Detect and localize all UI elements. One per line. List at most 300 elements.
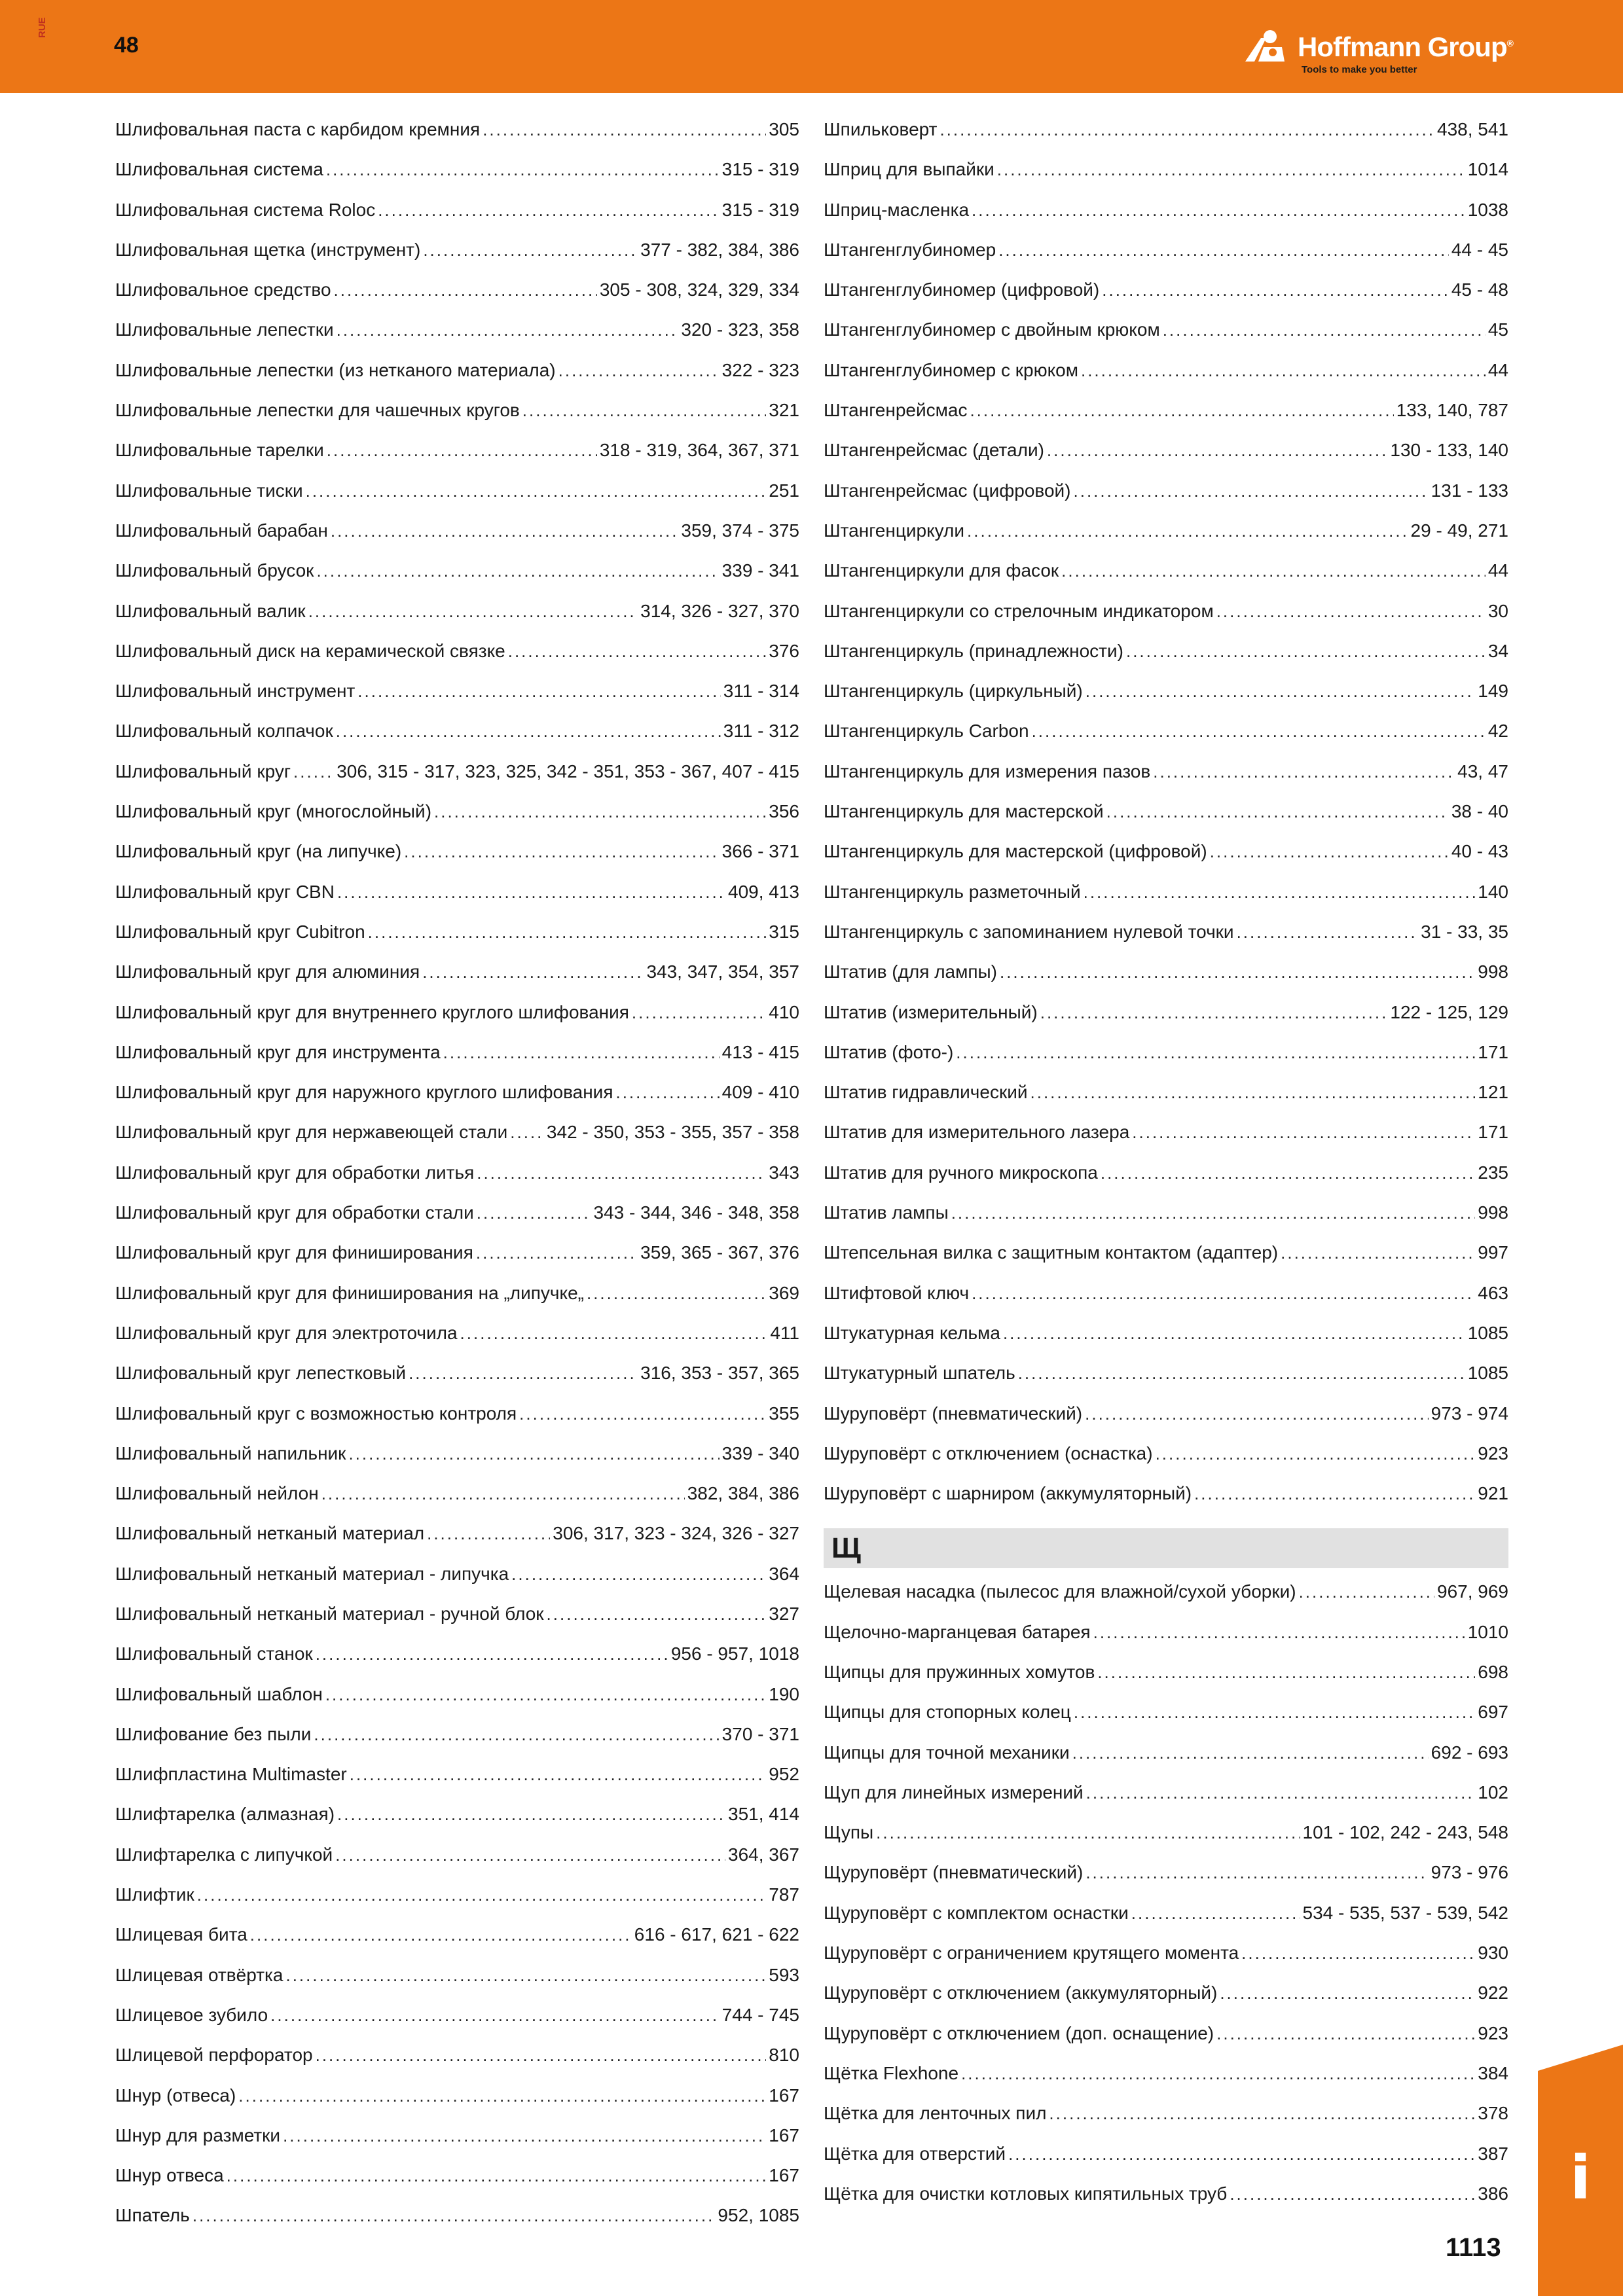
index-entry[interactable]: [824, 518, 1508, 558]
dot-leader: [227, 2162, 767, 2189]
entry-pages: 923: [1478, 1443, 1508, 1463]
entry-name: Щуруповёрт с комплектом оснастки: [824, 1902, 1129, 1923]
dot-leader: [1194, 1480, 1475, 1507]
index-entry[interactable]: [115, 598, 799, 638]
dot-leader: [1102, 277, 1449, 303]
entry-name: Шлифовальный нетканый материал - липучка: [115, 1563, 509, 1584]
entry-name: Штатив для ручного микроскопа: [824, 1162, 1098, 1183]
index-entry[interactable]: [824, 598, 1508, 638]
dot-leader: [283, 2123, 766, 2149]
entry-pages: 593: [769, 1964, 799, 1985]
entry-name: Шлифовальный брусок: [115, 560, 314, 581]
index-entry[interactable]: [824, 1320, 1508, 1360]
entry-pages: 1014: [1467, 159, 1508, 180]
entry-pages: 190: [769, 1683, 799, 1704]
dot-leader: [334, 277, 597, 303]
index-entry[interactable]: [115, 1842, 799, 1882]
dot-leader: [350, 1761, 767, 1787]
entry-name: Шлифовальный круг Cubitron: [115, 921, 365, 942]
entry-name: Шлифовальный нейлон: [115, 1483, 319, 1504]
index-entry[interactable]: [824, 1401, 1508, 1441]
entry-pages: 378: [1478, 2103, 1508, 2124]
index-entry[interactable]: [115, 1721, 799, 1761]
index-entry[interactable]: [115, 1601, 799, 1641]
index-entry[interactable]: [824, 838, 1508, 878]
dot-leader: [1241, 1940, 1475, 1966]
entry-name: Штатив (фото-): [824, 1041, 954, 1062]
side-tab-corner: [1538, 2045, 1623, 2071]
entry-pages: 327: [769, 1603, 799, 1624]
entry-name: Шлифовальные лепестки: [115, 319, 334, 340]
index-entry[interactable]: [115, 1160, 799, 1200]
dot-leader: [238, 2083, 766, 2109]
index-entry[interactable]: [824, 678, 1508, 718]
entry-name: Щуруповёрт с отключением (аккумуляторный): [824, 1982, 1218, 2003]
entry-pages: 534 - 535, 537 - 539, 542: [1302, 1902, 1508, 1923]
entry-name: Шприц-масленка: [824, 199, 970, 220]
entry-name: Шлифовальный круг для финиширования на „липучке„: [115, 1282, 584, 1303]
index-entry[interactable]: [115, 197, 799, 237]
dot-leader: [1086, 1780, 1476, 1806]
index-entry[interactable]: [115, 1761, 799, 1801]
entry-pages: 121: [1478, 1082, 1508, 1103]
entry-name: Шлифтарелка с липучкой: [115, 1844, 333, 1865]
entry-name: Шлифтарелка (алмазная): [115, 1804, 335, 1825]
index-side-tab[interactable]: [1538, 2045, 1623, 2296]
entry-pages: 167: [769, 2125, 799, 2145]
entry-name: Штукатурный шпатель: [824, 1363, 1015, 1384]
entry-name: Шуруповёрт с шарниром (аккумуляторный): [824, 1483, 1192, 1504]
entry-name: Щипцы для пружинных хомутов: [824, 1661, 1095, 1682]
entry-pages: 1010: [1467, 1621, 1508, 1642]
index-entry[interactable]: [115, 1882, 799, 1922]
entry-name: Штангенглубиномер: [824, 239, 996, 260]
index-entry[interactable]: [115, 1520, 799, 1560]
entry-name: Штангенрейсмас: [824, 400, 968, 421]
entry-name: Шлифовальный круг для нержавеющей стали: [115, 1122, 508, 1143]
entry-pages: 698: [1478, 1661, 1508, 1682]
index-entry[interactable]: [115, 1561, 799, 1601]
index-entry[interactable]: [824, 919, 1508, 959]
dot-leader: [335, 1842, 725, 1868]
section-header-letter: Щ: [824, 1528, 1508, 1568]
index-entry[interactable]: [824, 357, 1508, 397]
entry-name: Штангенрейсмас (цифровой): [824, 480, 1071, 501]
index-entry[interactable]: [115, 638, 799, 678]
index-entry[interactable]: [824, 999, 1508, 1039]
index-entry[interactable]: [824, 1039, 1508, 1079]
entry-name: Шлифовальная система Roloc: [115, 199, 376, 220]
index-entry[interactable]: [824, 1820, 1508, 1859]
dot-leader: [197, 1882, 767, 1908]
entry-pages: 787: [769, 1884, 799, 1905]
entry-pages: 1038: [1467, 199, 1508, 220]
entry-pages: 377 - 382, 384, 386: [640, 239, 799, 260]
dot-leader: [423, 237, 638, 263]
index-entry[interactable]: [115, 678, 799, 718]
entry-name: Штатив (измерительный): [824, 1001, 1038, 1022]
entry-pages: 339 - 340: [721, 1443, 799, 1463]
index-entry[interactable]: [115, 2202, 799, 2242]
dot-leader: [337, 879, 725, 905]
index-entry[interactable]: [115, 959, 799, 999]
entry-name: Щуп для линейных измерений: [824, 1782, 1084, 1803]
page-header: [0, 0, 1623, 93]
entry-pages: 43, 47: [1457, 761, 1508, 781]
index-entry[interactable]: [824, 879, 1508, 919]
entry-pages: 149: [1478, 681, 1508, 702]
index-entry[interactable]: [824, 1940, 1508, 1980]
entry-name: Шпильковерт: [824, 119, 938, 139]
entry-pages: 131 - 133: [1431, 480, 1508, 501]
index-entry[interactable]: [115, 156, 799, 196]
brand-name: Hoffmann Group®: [1298, 31, 1513, 62]
index-entry[interactable]: [115, 759, 799, 798]
index-entry[interactable]: [824, 1119, 1508, 1159]
index-entry[interactable]: [115, 838, 799, 878]
dot-leader: [972, 1280, 1475, 1306]
index-entry[interactable]: [115, 1200, 799, 1240]
index-entry[interactable]: [115, 357, 799, 397]
entry-pages: 322 - 323: [721, 359, 799, 380]
entry-name: Шлифтик: [115, 1884, 194, 1905]
dot-leader: [997, 156, 1465, 183]
index-entry[interactable]: [115, 2162, 799, 2202]
index-entry[interactable]: [115, 999, 799, 1039]
dot-leader: [1074, 1699, 1475, 1725]
entry-name: Шлифовальное средство: [115, 279, 331, 300]
dot-leader: [939, 117, 1434, 143]
entry-pages: 30: [1487, 600, 1508, 621]
dot-leader: [511, 1561, 766, 1587]
dot-leader: [1132, 1119, 1475, 1145]
entry-pages: 235: [1478, 1162, 1508, 1183]
index-entry[interactable]: [824, 718, 1508, 758]
index-entry[interactable]: [824, 1280, 1508, 1320]
entry-pages: 42: [1487, 721, 1508, 742]
index-entry[interactable]: [824, 798, 1508, 838]
dot-leader: [1000, 959, 1475, 985]
entry-pages: 29 - 49, 271: [1410, 520, 1508, 541]
entry-pages: 997: [1478, 1242, 1508, 1263]
entry-name: Штифтовой ключ: [824, 1282, 970, 1303]
entry-name: Шлифовальные тиски: [115, 480, 303, 501]
entry-pages: 351, 414: [728, 1804, 799, 1825]
index-entry[interactable]: [115, 277, 799, 317]
index-entry[interactable]: [824, 437, 1508, 477]
index-group-shch: [824, 1579, 1508, 2221]
index-entry[interactable]: [824, 1699, 1508, 1739]
index-entry[interactable]: [115, 1079, 799, 1119]
index-entry[interactable]: [824, 558, 1508, 598]
index-entry[interactable]: [824, 1740, 1508, 1780]
dot-leader: [956, 1039, 1475, 1066]
entry-pages: 44 - 45: [1451, 239, 1508, 260]
index-entry[interactable]: [115, 478, 799, 518]
index-entry[interactable]: [115, 397, 799, 437]
index-entry[interactable]: [824, 156, 1508, 196]
index-entry[interactable]: [824, 1980, 1508, 2020]
entry-pages: 386: [1478, 2183, 1508, 2204]
index-entry[interactable]: [115, 2002, 799, 2042]
info-icon: i: [1570, 2143, 1591, 2213]
index-entry[interactable]: [824, 2141, 1508, 2181]
dot-leader: [519, 1401, 766, 1427]
entry-name: Штангенглубиномер (цифровой): [824, 279, 1100, 300]
entry-name: Шлифовальный круг для финиширования: [115, 1242, 473, 1263]
index-entry[interactable]: [115, 1641, 799, 1681]
dot-leader: [316, 558, 719, 584]
index-entry[interactable]: [115, 1480, 799, 1520]
index-entry[interactable]: [824, 1240, 1508, 1280]
entry-pages: 38 - 40: [1451, 801, 1508, 822]
index-entry[interactable]: [824, 1480, 1508, 1520]
entry-pages: 1085: [1467, 1363, 1508, 1384]
index-entry[interactable]: [115, 518, 799, 558]
dot-leader: [1220, 1980, 1475, 2006]
dot-leader: [1156, 1441, 1476, 1467]
entry-name: Шлифовальный круг для электроточила: [115, 1322, 458, 1343]
dot-leader: [434, 798, 766, 825]
dot-leader: [1085, 1859, 1428, 1886]
entry-name: Шуруповёрт с отключением (оснастка): [824, 1443, 1153, 1463]
entry-name: Штангенциркуль (принадлежности): [824, 640, 1123, 661]
dot-leader: [348, 1441, 719, 1467]
entry-name: Штатив гидравлический: [824, 1082, 1028, 1103]
dot-leader: [1216, 598, 1486, 624]
entry-pages: 343: [769, 1162, 799, 1183]
entry-pages: 167: [769, 2085, 799, 2106]
entry-name: Штангенциркуль для мастерской: [824, 801, 1104, 822]
entry-pages: 956 - 957, 1018: [670, 1643, 799, 1664]
dot-leader: [1040, 999, 1388, 1026]
index-entry[interactable]: [824, 2181, 1508, 2221]
index-entry[interactable]: [824, 1160, 1508, 1200]
entry-pages: 305 - 308, 324, 329, 334: [599, 279, 799, 300]
entry-name: Шлифовальный круг для внутреннего круглого шлифования: [115, 1001, 629, 1022]
dot-leader: [1003, 1320, 1465, 1346]
entry-pages: 409 - 410: [721, 1082, 799, 1103]
entry-pages: 998: [1478, 961, 1508, 982]
index-entry[interactable]: [115, 1962, 799, 2002]
entry-pages: 311 - 312: [723, 721, 799, 742]
entry-name: Штангенциркули со стрелочным индикатором: [824, 600, 1214, 621]
dot-leader: [250, 1922, 632, 1948]
dot-leader: [876, 1820, 1300, 1846]
dot-leader: [1074, 478, 1429, 504]
entry-pages: 34: [1487, 640, 1508, 661]
entry-pages: 45 - 48: [1451, 279, 1508, 300]
dot-leader: [1047, 437, 1387, 463]
entry-pages: 315 - 319: [721, 159, 799, 180]
dot-leader: [1210, 838, 1449, 865]
entry-name: Шлифовальные тарелки: [115, 440, 324, 461]
index-entry[interactable]: [115, 1320, 799, 1360]
entry-name: Шлицевая отвёртка: [115, 1964, 283, 1985]
dot-leader: [404, 838, 720, 865]
entry-pages: 315 - 319: [721, 199, 799, 220]
entry-name: Штангенциркуль для мастерской (цифровой): [824, 841, 1207, 862]
dot-leader: [1093, 1619, 1465, 1645]
index-entry[interactable]: [824, 1859, 1508, 1899]
index-entry[interactable]: [115, 879, 799, 919]
entry-name: Шлифовальная щетка (инструмент): [115, 239, 421, 260]
entry-name: Шлифовальная паста с карбидом кремния: [115, 119, 481, 139]
entry-pages: 315: [769, 921, 799, 942]
dot-leader: [409, 1360, 638, 1386]
entry-pages: 320 - 323, 358: [681, 319, 799, 340]
index-entry[interactable]: [824, 317, 1508, 357]
index-entry[interactable]: [115, 1681, 799, 1721]
entry-pages: 40 - 43: [1451, 841, 1508, 862]
index-entry[interactable]: [115, 237, 799, 277]
index-entry[interactable]: [115, 2123, 799, 2162]
index-entry[interactable]: [824, 1441, 1508, 1480]
entry-pages: 133, 140, 787: [1396, 400, 1508, 421]
index-entry[interactable]: [824, 959, 1508, 999]
index-entry[interactable]: [115, 919, 799, 959]
dot-leader: [615, 1079, 719, 1105]
header-page-number: 48: [114, 33, 139, 58]
entry-pages: 356: [769, 801, 799, 822]
dot-leader: [1008, 2141, 1475, 2167]
entry-name: Штангенциркули для фасок: [824, 560, 1059, 581]
entry-pages: 810: [769, 2045, 799, 2066]
index-entry[interactable]: [824, 1200, 1508, 1240]
index-entry[interactable]: [115, 2042, 799, 2082]
index-entry[interactable]: [824, 638, 1508, 678]
index-entry[interactable]: [824, 117, 1508, 156]
index-entry[interactable]: [824, 2020, 1508, 2060]
index-column-left: [115, 117, 799, 2243]
dot-leader: [558, 357, 720, 384]
entry-name: Штангенциркуль (циркульный): [824, 681, 1083, 702]
entry-name: Щуруповёрт с отключением (доп. оснащение): [824, 2022, 1214, 2043]
dot-leader: [327, 437, 597, 463]
entry-name: Штангенглубиномер с двойным крюком: [824, 319, 1160, 340]
hoffmann-logo[interactable]: [1244, 25, 1519, 84]
index-entry[interactable]: [824, 2060, 1508, 2100]
index-entry[interactable]: [115, 1401, 799, 1441]
index-entry[interactable]: [824, 2100, 1508, 2140]
entry-pages: 384: [1478, 2062, 1508, 2083]
index-entry[interactable]: [824, 397, 1508, 437]
index-entry[interactable]: [115, 558, 799, 598]
index-entry[interactable]: [824, 277, 1508, 317]
dot-leader: [337, 317, 679, 343]
index-entry[interactable]: [115, 1119, 799, 1159]
index-entry[interactable]: [115, 1240, 799, 1280]
index-entry[interactable]: [115, 1441, 799, 1480]
dot-leader: [1049, 2100, 1475, 2126]
entry-pages: 382, 384, 386: [687, 1483, 799, 1504]
entry-pages: 171: [1478, 1041, 1508, 1062]
dot-leader: [192, 2202, 716, 2229]
index-entry[interactable]: [115, 1280, 799, 1320]
index-entry[interactable]: [115, 2083, 799, 2123]
index-entry[interactable]: [824, 1900, 1508, 1940]
dot-leader: [325, 1681, 766, 1708]
entry-name: Шлицевая бита: [115, 1924, 247, 1945]
index-entry[interactable]: [824, 1780, 1508, 1820]
index-entry[interactable]: [824, 1360, 1508, 1400]
index-entry[interactable]: [115, 437, 799, 477]
entry-pages: 369: [769, 1282, 799, 1303]
dot-leader: [1126, 638, 1486, 664]
index-entry[interactable]: [115, 718, 799, 758]
dot-leader: [378, 197, 719, 223]
index-entry[interactable]: [115, 117, 799, 156]
entry-name: Щелочно-марганцевая батарея: [824, 1621, 1091, 1642]
dot-leader: [293, 759, 334, 785]
index-column-right: [824, 117, 1508, 2221]
entry-name: Штангенциркуль для измерения пазов: [824, 761, 1151, 781]
dot-leader: [316, 1641, 668, 1667]
entry-name: Шлифовальный диск на керамической связке: [115, 640, 505, 661]
dot-leader: [1230, 2181, 1475, 2207]
dot-leader: [427, 1520, 550, 1547]
entry-name: Шлифовальный станок: [115, 1643, 313, 1664]
index-entry[interactable]: [824, 759, 1508, 798]
entry-pages: 251: [769, 480, 799, 501]
index-entry[interactable]: [115, 1039, 799, 1079]
entry-name: Щуруповёрт (пневматический): [824, 1862, 1084, 1883]
index-entry[interactable]: [115, 798, 799, 838]
index-entry[interactable]: [824, 1659, 1508, 1699]
entry-name: Шлифовальный инструмент: [115, 681, 356, 702]
entry-pages: 923: [1478, 2022, 1508, 2043]
entry-pages: 140: [1478, 881, 1508, 902]
entry-pages: 952: [769, 1764, 799, 1785]
entry-pages: 616 - 617, 621 - 622: [634, 1924, 799, 1945]
index-entry[interactable]: [115, 317, 799, 357]
entry-pages: 364: [769, 1563, 799, 1584]
index-entry[interactable]: [824, 478, 1508, 518]
entry-pages: 343, 347, 354, 357: [646, 961, 799, 982]
dot-leader: [547, 1601, 767, 1627]
entry-name: Шлифовальный нетканый материал: [115, 1523, 425, 1544]
entry-pages: 1085: [1467, 1322, 1508, 1343]
dot-leader: [1061, 558, 1486, 584]
entry-pages: 102: [1478, 1782, 1508, 1803]
index-entry[interactable]: [115, 1922, 799, 1962]
index-entry[interactable]: [115, 1360, 799, 1400]
dot-leader: [1085, 1401, 1429, 1427]
index-entry[interactable]: [824, 237, 1508, 277]
index-entry[interactable]: [824, 1619, 1508, 1659]
entry-pages: 314, 326 - 327, 370: [640, 600, 799, 621]
entry-name: Щётка для очистки котловых кипятильных труб: [824, 2183, 1228, 2204]
dot-leader: [970, 397, 1393, 423]
language-code: RUE: [37, 17, 48, 38]
index-entry[interactable]: [824, 197, 1508, 237]
dot-leader: [1101, 1160, 1475, 1186]
dot-leader: [998, 237, 1449, 263]
index-entry[interactable]: [115, 1801, 799, 1841]
entry-pages: 370 - 371: [721, 1723, 799, 1744]
entry-name: Щупы: [824, 1822, 874, 1843]
entry-name: Шлифовальный круг (на липучке): [115, 841, 402, 862]
index-entry[interactable]: [824, 1079, 1508, 1119]
entry-pages: 930: [1478, 1943, 1508, 1964]
index-entry[interactable]: [824, 1579, 1508, 1619]
entry-pages: 167: [769, 2165, 799, 2186]
entry-name: Шлифовальный валик: [115, 600, 306, 621]
entry-name: Шлифовальный круг для наружного круглого шлифования: [115, 1082, 613, 1103]
entry-name: Шлифовальный круг (многослойный): [115, 801, 432, 822]
entry-name: Шлифовальный круг для обработки стали: [115, 1202, 474, 1223]
dot-leader: [967, 518, 1408, 544]
